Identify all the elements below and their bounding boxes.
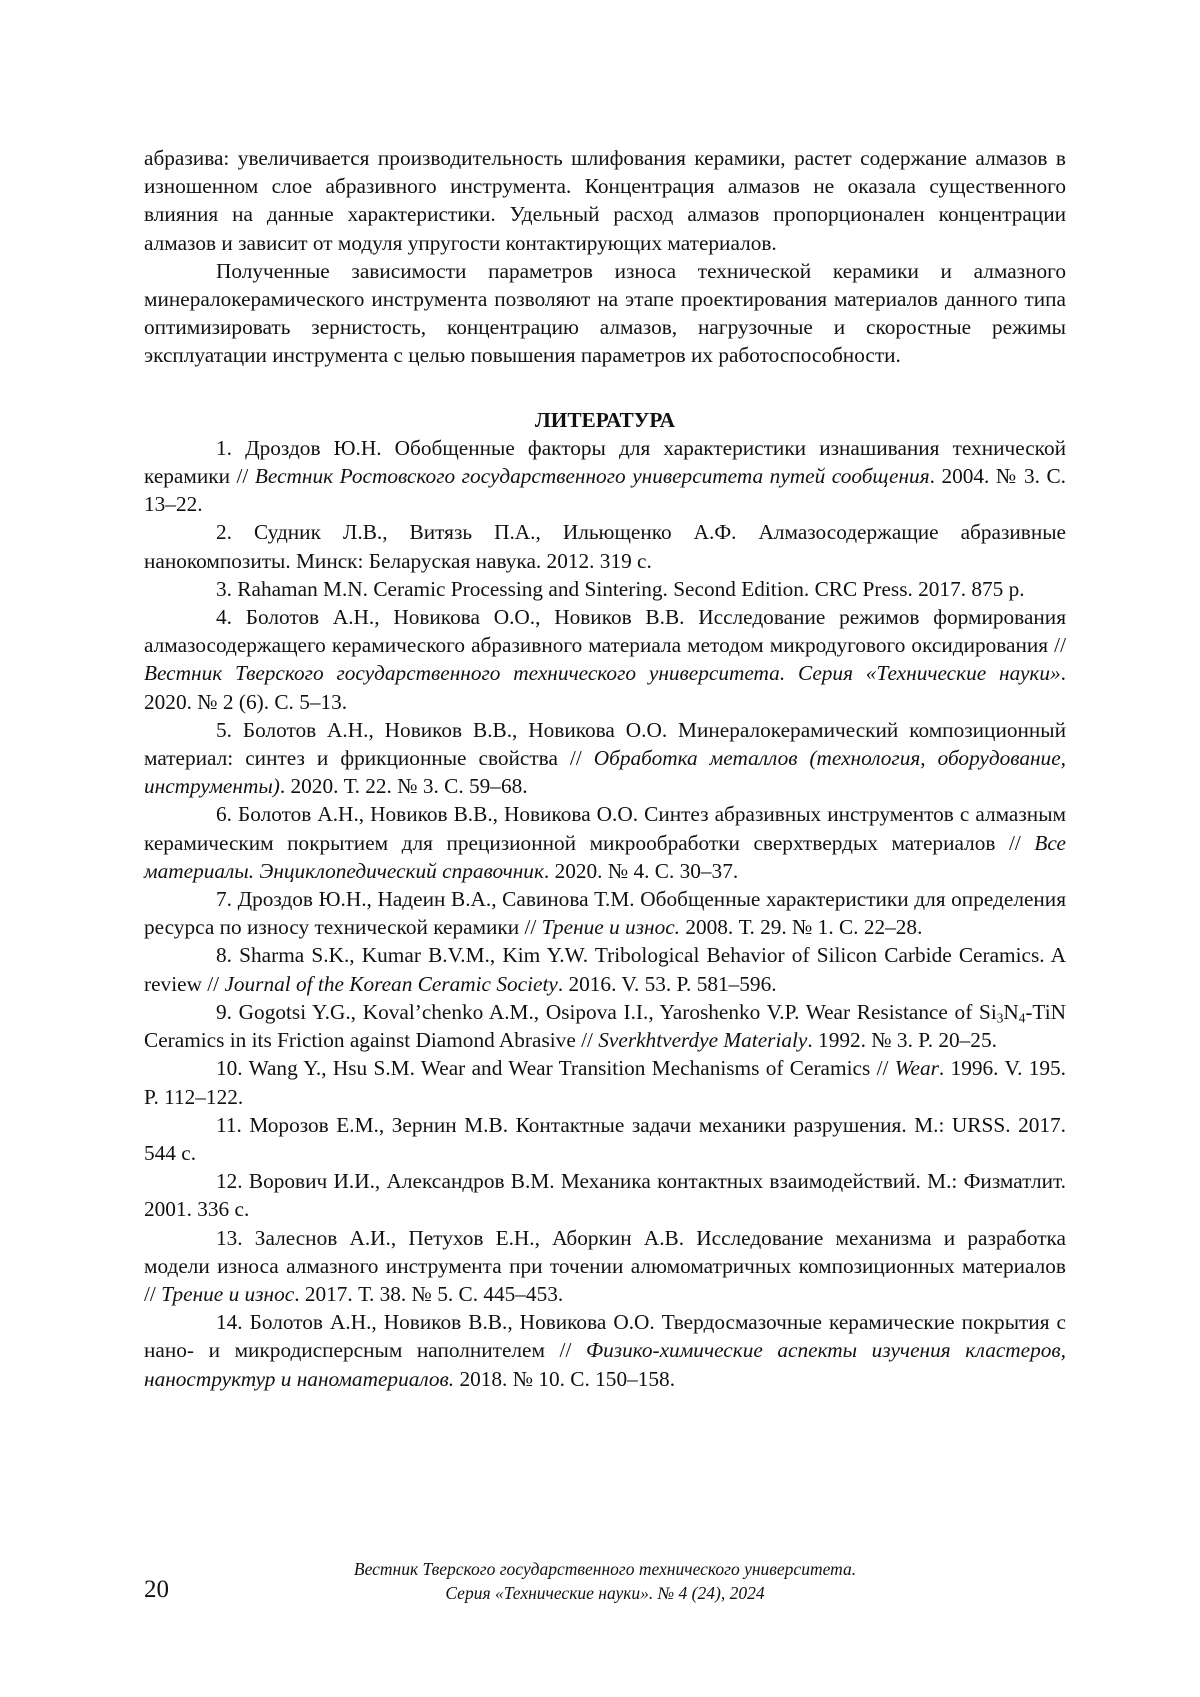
reference-item: 1. Дроздов Ю.Н. Обобщенные факторы для характеристики изнашивания технической керамики // Вестник Ростовского государственного университета путей сообщения. 2004. № 3. С. 13–22.	[144, 435, 1066, 517]
reference-item: 10. Wang Y., Hsu S.M. Wear and Wear Transition Mechanisms of Ceramics // Wear. 1996. V. 195. P. 112–122.	[144, 1056, 1066, 1109]
page-number: 20	[144, 1576, 169, 1603]
reference-item: 2. Судник Л.В., Витязь П.А., Ильющенко А.Ф. Алмазосодержащие абразивные нанокомпозиты. Минск: Беларуская навука. 2012. 319 с.	[144, 520, 1066, 573]
body-paragraph: Полученные зависимости параметров износа технической керамики и алмазного минералокерамического инструмента позволяют на этапе проектирования материалов данного типа оптимизировать зернистость, концентрацию алмазов, нагрузочные и скоростные режимы эксплуатации инструмента с целью повышения параметров их работоспособности.	[144, 258, 1066, 368]
body-paragraph: абразива: увеличивается производительность шлифования керамики, растет содержание алмазов в изношенном слое абразивного инструмента. Концентрация алмазов не оказала существенного влияния на данные характеристики. Удельный расход алмазов пропорционален концентрации алмазов и зависит от модуля упругости контактирующих материалов.	[144, 146, 1066, 255]
reference-item: 3. Rahaman M.N. Ceramic Processing and Sintering. Second Edition. CRC Press. 2017. 875 p.	[216, 576, 1025, 601]
reference-item: 4. Болотов А.Н., Новикова О.О., Новиков В.В. Исследование режимов формирования алмазосодержащего керамического абразивного материала методом микродугового оксидирования // Вестник Тверского государственного технического университета. Серия «Технические науки». 2020. № 2 (6). С. 5–13.	[144, 605, 1066, 714]
reference-item: 14. Болотов А.Н., Новиков В.В., Новикова О.О. Твердосмазочные керамические покрытия с нано- и микродисперсным наполнителем // Физико-химические аспекты изучения кластеров, наноструктур и наноматериалов. 2018. № 10. С. 150–158.	[144, 1310, 1066, 1391]
reference-item: 13. Залеснов А.И., Петухов Е.Н., Аборкин А.В. Исследование механизма и разработка модели износа алмазного инструмента при точении алюмоматричных композиционных материалов // Трение и износ. 2017. Т. 38. № 5. С. 445–453.	[144, 1225, 1066, 1306]
reference-item: 9. Gogotsi Y.G., Koval’chenko A.M., Osipova I.I., Yaroshenko V.P. Wear Resistance of $Si_3N_4$-TiN Ceramics in its Friction against Diamond Abrasive // Sverkhtverdye Materialy. 1992. № 3. P. 20–25.	[144, 999, 1066, 1053]
article-body	[144, 144, 1066, 1393]
reference-item: 6. Болотов А.Н., Новиков В.В., Новикова О.О. Синтез абразивных инструментов с алмазным керамическим покрытием для прецизионной микрообработки сверхтвердых материалов // Все материалы. Энциклопедический справочник. 2020. № 4. С. 30–37.	[144, 802, 1066, 883]
reference-item: 8. Sharma S.K., Kumar B.V.M., Kim Y.W. Tribological Behavior of Silicon Carbide Ceramics. A review // Journal of the Korean Ceramic Society. 2016. V. 53. P. 581–596.	[144, 943, 1066, 996]
reference-item: 11. Морозов Е.М., Зернин М.В. Контактные задачи механики разрушения. М.: URSS. 2017. 544 с.	[144, 1112, 1066, 1165]
footer-series-issue: Серия «Технические науки». № 4 (24), 2024	[445, 1583, 765, 1603]
reference-item: 7. Дроздов Ю.Н., Надеин В.А., Савинова Т.М. Обобщенные характеристики для определения ресурса по износу технической керамики // Трение и износ. 2008. Т. 29. № 1. С. 22–28.	[144, 887, 1066, 940]
reference-item: 12. Ворович И.И., Александров В.М. Механика контактных взаимодействий. М.: Физматлит. 2001. 336 с.	[144, 1169, 1066, 1222]
references-heading: ЛИТЕРАТУРА	[534, 407, 676, 432]
running-footer	[144, 1557, 1066, 1605]
reference-item: 5. Болотов А.Н., Новиков В.В., Новикова О.О. Минералокерамический композиционный материал: синтез и фрикционные свойства // Обработка металлов (технология, оборудование, инструменты). 2020. Т. 22. № 3. С. 59–68.	[144, 717, 1066, 799]
footer-journal-title: Вестник Тверского государственного технического университета.	[353, 1559, 857, 1579]
reference-list	[144, 434, 1066, 1393]
